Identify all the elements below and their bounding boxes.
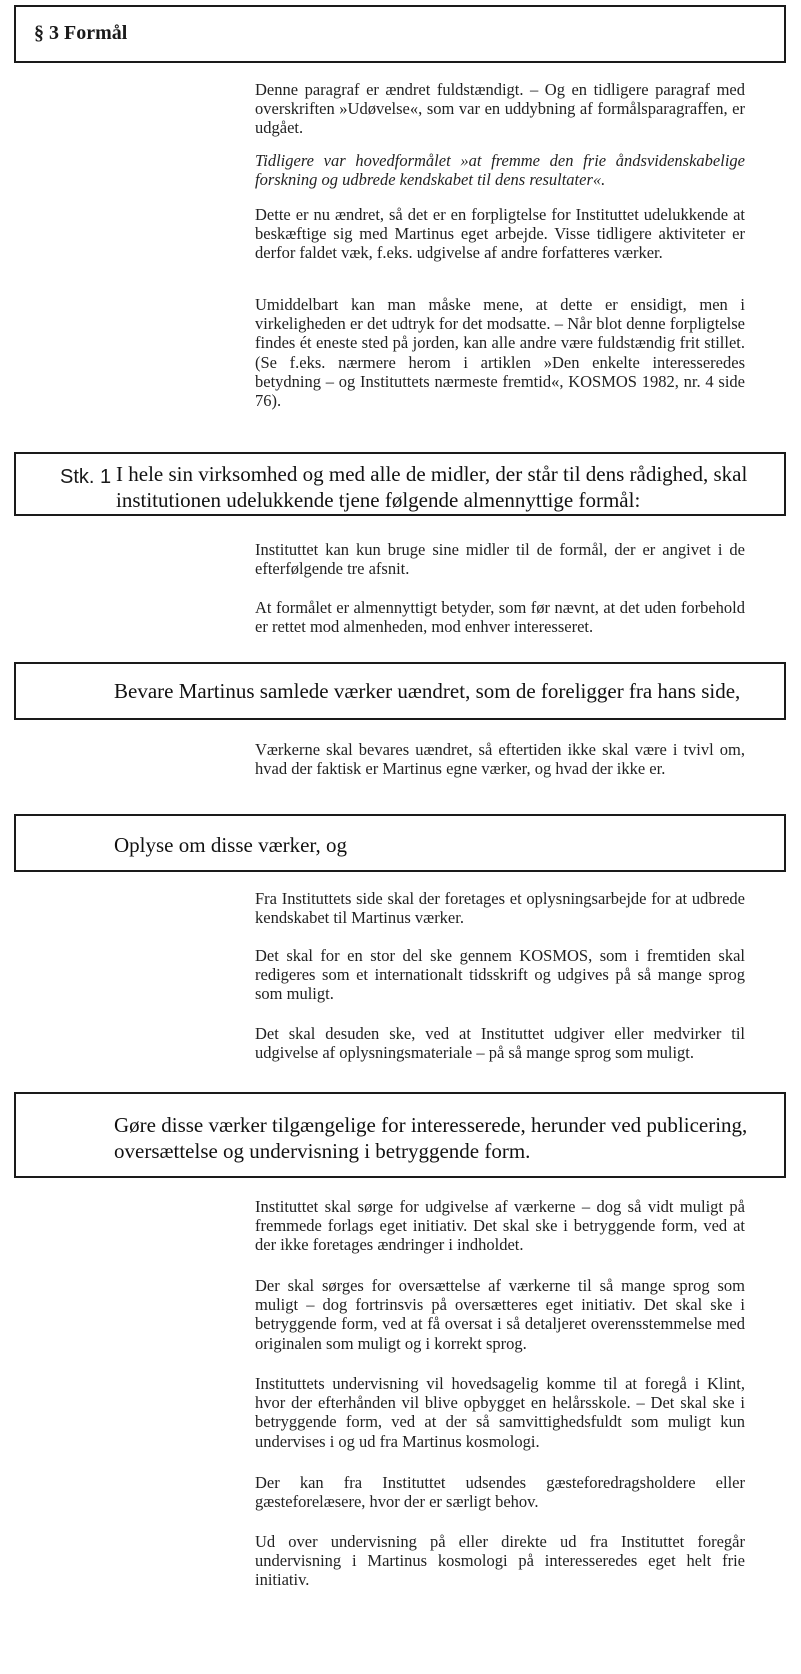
gore-text: Gøre disse værker tilgængelige for interesserede, herunder ved publicering, oversættelse og undervisning i betryggende form. [114, 1113, 748, 1163]
stk1-box [14, 452, 786, 516]
bevare-text: Bevare Martinus samlede værker uændret, som de foreligger fra hans side, [114, 679, 741, 703]
oplyse-box [14, 814, 786, 872]
bevare-box [14, 662, 786, 720]
stk1-text: I hele sin virksomhed og med alle de midler, der står til dens rådighed, skal institutionen udelukkende tjene følgende almennyttige formål: [116, 462, 748, 512]
oplyse-text: Oplyse om disse værker, og [114, 833, 348, 857]
oplyse-paragraph-2: Det skal for en stor del ske gennem KOSMOS, som i fremtiden skal redigeres som et internationalt tidsskrift og udgives på så mange sprog som muligt. [255, 946, 745, 1004]
gore-paragraph-4: Der kan fra Instituttet udsendes gæsteforedragsholdere eller gæsteforelæsere, hvor der er særligt behov. [255, 1473, 745, 1512]
gore-box [14, 1092, 786, 1178]
gore-paragraph-5: Ud over undervisning på eller direkte ud fra Instituttet foregår undervisning i Martinus kosmologi på interesseredes eget helt frie initiativ. [255, 1532, 745, 1590]
stk1-paragraph-1: Instituttet kan kun bruge sine midler til de formål, der er angivet i de efterfølgende tre afsnit. [255, 540, 745, 579]
bevare-paragraph-1: Værkerne skal bevares uændret, så eftertiden ikke skal være i tvivl om, hvad der faktisk er Martinus egne værker, og hvad der ikke er. [255, 740, 745, 779]
intro-paragraph-2: Tidligere var hovedformålet »at fremme den frie åndsvidenskabelige forskning og udbrede kendskabet til dens resultater«. [255, 151, 745, 190]
intro-paragraph-1: Denne paragraf er ændret fuldstændigt. – Og en tidligere paragraf med overskriften »Udøvelse«, som var en uddybning af formålsparagraffen, er udgået. [255, 80, 745, 138]
gore-paragraph-1: Instituttet skal sørge for udgivelse af værkerne – dog så vidt muligt på fremmede forlags eget initiativ. Det skal ske i betryggende form, ved at der ikke foretages ændringer i indholdet. [255, 1197, 745, 1255]
intro-paragraph-3: Dette er nu ændret, så det er en forpligtelse for Instituttet udelukkende at beskæftige sig med Martinus eget arbejde. Visse tidligere aktiviteter er derfor faldet væk, f.eks. udgivelse af andre forfatteres værker. [255, 205, 745, 263]
gore-paragraph-2: Der skal sørges for oversættelse af værkerne til så mange sprog som muligt – dog fortrinsvis på oversætteres eget initiativ. Det skal ske i betryggende form, ved at få oversat i så detaljeret overensstemmelse med originalen som muligt og i korrekt sprog. [255, 1276, 745, 1353]
gore-paragraph-3: Instituttets undervisning vil hovedsagelig komme til at foregå i Klint, hvor der efterhånden vil blive opbygget en helårsskole. – Det skal ske i betryggende form, ved at der så samvittighedsfuldt som muligt kun undervises i og ud fra Martinus kosmologi. [255, 1374, 745, 1451]
oplyse-paragraph-1: Fra Instituttets side skal der foretages et oplysningsarbejde for at udbrede kendskabet til Martinus værker. [255, 889, 745, 928]
intro-paragraph-4: Umiddelbart kan man måske mene, at dette er ensidigt, men i virkeligheden er det udtryk for det modsatte. – Når blot denne forpligtelse findes ét eneste sted på jorden, kan alle andre være fuldstændig frit stillet. (Se f.eks. nærmere herom i artiklen »Den enkelte interesseredes betydning – og Instituttets nærmeste fremtid«, KOSMOS 1982, nr. 4 side 76). [255, 295, 745, 411]
stk1-label: Stk. 1 [60, 466, 112, 488]
stk1-paragraph-2: At formålet er almennyttigt betyder, som før nævnt, at det uden forbehold er rettet mod almenheden, mod enhver interesseret. [255, 598, 745, 637]
section-heading: § 3 Formål [34, 22, 128, 44]
section-heading-box [14, 5, 786, 63]
oplyse-paragraph-3: Det skal desuden ske, ved at Instituttet udgiver eller medvirker til udgivelse af oplysningsmateriale – på så mange sprog som muligt. [255, 1024, 745, 1063]
